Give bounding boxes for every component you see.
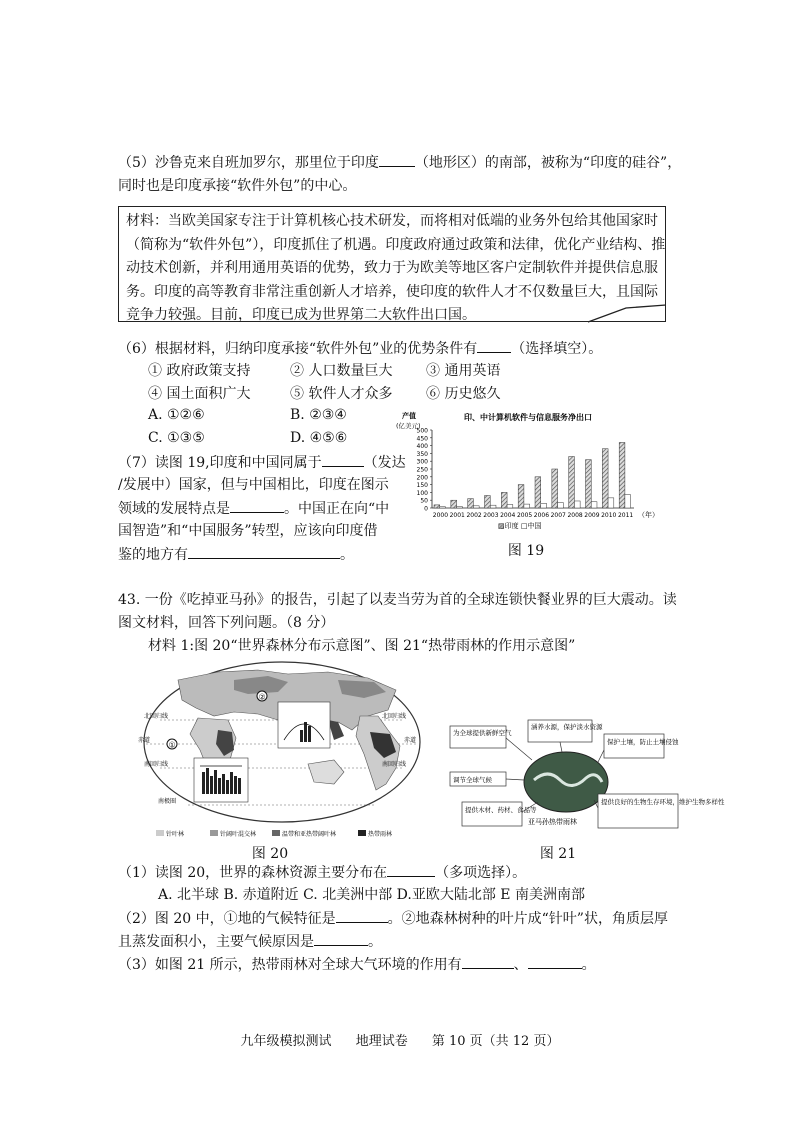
bar-china <box>490 505 496 508</box>
chart-legend: ▨印度 □中国 <box>498 522 542 530</box>
x-tick-label: 2009 <box>584 512 600 519</box>
q43-p1 <box>118 862 526 883</box>
q43-text: 且蒸发面积小，主要气候原因是 <box>118 934 314 950</box>
x-axis-unit: （年） <box>638 511 659 519</box>
q7-line-2: /发展中）国家，但与中国相比，印度在图示 <box>118 477 389 493</box>
bar-china <box>473 506 479 508</box>
q5-line-1 <box>118 152 681 173</box>
q43-p3 <box>118 954 596 975</box>
x-tick-label: 2010 <box>601 512 617 519</box>
bar-india <box>451 500 457 508</box>
q7-text: 。中国正在向“中 <box>284 501 390 517</box>
q43-p1-options: A. 北半球 B. 赤道附近 C. 北美洲中部 D.亚欧大陆北部 E 南美洲南部 <box>158 887 585 903</box>
q6-item: ⑤ 软件人才众多 <box>290 386 393 402</box>
q5-line-2: 同时也是印度承接“软件外包”的中心。 <box>118 178 357 194</box>
q43-text: 。②地森林树种的叶片成“针叶”状，角质层厚 <box>387 911 668 927</box>
world-forest-map <box>138 660 426 842</box>
bar-china <box>440 507 446 508</box>
x-tick-label: 2005 <box>516 512 533 519</box>
map-marker-2: ② <box>258 692 266 702</box>
q43-text: 。 <box>368 934 382 950</box>
bar-china <box>457 506 463 508</box>
y-tick-label: 300 <box>416 458 428 466</box>
x-tick-label: 2004 <box>500 512 516 519</box>
material-text: 材料：当欧美国家专注于计算机核心技术研发，而将相对低端的业务外包给其他国家时（简称为“软件外包”），印度抓住了机遇。印度政府通过政策和法律，优化产业结构、推动技术创新，并利用通用英语的优势，致力于为欧美等地区客户定制软件并提供信息服务。印度的高等教育非常注重创新人才培养，使印度的软件人才不仅数量巨大，且国际竞争力较强。目前，印度已成为世界第二大软件出口国。 <box>126 213 666 323</box>
legend-label: 热带雨林 <box>368 831 393 838</box>
bar-india <box>468 499 474 508</box>
y-tick-label: 400 <box>416 443 428 451</box>
answer-blank[interactable] <box>322 452 364 467</box>
x-tick-label: 2007 <box>550 512 566 519</box>
map-marker-1: ① <box>168 740 176 750</box>
footer-page: 第 10 页（共 12 页） <box>431 1034 560 1049</box>
q43-text: 。 <box>581 957 596 973</box>
bar-india <box>535 477 541 508</box>
y-tick-label: 450 <box>416 435 428 443</box>
q43-p2 <box>118 908 668 929</box>
q6-item: ① 政府政策支持 <box>148 363 251 379</box>
y-tick-label: 150 <box>416 482 428 490</box>
answer-blank[interactable] <box>387 862 435 877</box>
answer-blank[interactable] <box>314 931 368 946</box>
fig20-caption: 图 20 <box>251 846 289 862</box>
q43-p2-cont <box>118 931 382 952</box>
lat-label: 南回归线 <box>382 761 407 768</box>
lat-label: 南回归线 <box>144 761 169 768</box>
bar-china <box>608 498 614 508</box>
q7-text: 领域的发展特点是 <box>118 501 230 517</box>
footer-grade: 九年级模拟测试 <box>240 1034 332 1049</box>
q6-item: ③ 通用英语 <box>426 363 501 379</box>
bar-china <box>541 503 547 508</box>
y-axis-unit: (亿美元) <box>396 422 421 430</box>
q6-choice-a[interactable]: A. ①②⑥ <box>148 407 205 423</box>
lat-label: 赤道 <box>404 737 417 744</box>
lat-label: 北回归线 <box>144 713 169 720</box>
center-label: 亚马孙热带雨林 <box>528 818 577 826</box>
fig19-caption: 图 19 <box>507 543 545 559</box>
bar-china <box>591 502 597 508</box>
q7-line-1 <box>118 452 406 473</box>
lat-label: 赤道 <box>138 737 151 744</box>
q6-item: ② 人口数量巨大 <box>290 363 393 379</box>
bar-india <box>586 460 592 508</box>
effect-box: 为全球提供新鲜空气 <box>453 729 512 737</box>
q7-text: （发达 <box>363 455 406 471</box>
x-tick-label: 2000 <box>432 512 449 519</box>
lat-label: 北回归线 <box>382 713 407 720</box>
x-tick-label: 2008 <box>567 512 583 519</box>
y-tick-label: 500 <box>416 427 428 435</box>
q7-text: （7）读图 19,印度和中国同属于 <box>118 455 322 471</box>
x-tick-label: 2003 <box>483 512 499 519</box>
effect-box: 涵养水源，保护淡水资源 <box>531 723 603 731</box>
y-tick-label: 50 <box>420 497 428 505</box>
bar-china <box>524 504 530 508</box>
q6-choice-b[interactable]: B. ②③④ <box>290 407 347 423</box>
y-axis-label: 产值 <box>402 412 416 420</box>
answer-blank[interactable] <box>528 954 582 969</box>
chart-title: 印、中计算机软件与信息服务净出口 <box>464 413 592 422</box>
q43-text: 、 <box>513 957 528 973</box>
q6-choice-d[interactable]: D. ④⑤⑥ <box>290 430 348 446</box>
q5-text: （地形区）的南部，被称为“印度的硅谷”， <box>414 155 682 171</box>
q43-material-1: 材料 1:图 20“世界森林分布示意图”、图 21“热带雨林的作用示意图” <box>148 638 576 654</box>
rainforest-diagram <box>448 720 725 838</box>
y-tick-label: 350 <box>416 450 428 458</box>
q6-item: ④ 国土面积广大 <box>148 386 251 402</box>
q43-text: （多项选择）。 <box>435 865 527 881</box>
y-tick-label: 100 <box>416 489 428 497</box>
bar-india <box>552 469 558 508</box>
effect-box: 保护土壤，防止土壤侵蚀 <box>607 738 679 746</box>
x-tick-label: 2001 <box>449 512 465 519</box>
bar-india <box>434 505 440 508</box>
answer-blank[interactable] <box>336 908 388 923</box>
footer-subject: 地理试卷 <box>355 1034 408 1049</box>
q6-question <box>118 338 602 359</box>
bar-india <box>518 485 524 508</box>
bar-india <box>501 492 507 508</box>
q43-intro-1: 43. 一份《吃掉亚马孙》的报告，引起了以麦当劳为首的全球连锁快餐业界的巨大震动。读 <box>118 592 677 608</box>
effect-box: 调节全球气候 <box>453 776 492 784</box>
x-tick-label: 2006 <box>533 512 550 519</box>
bar-india <box>569 457 575 508</box>
answer-blank[interactable] <box>379 152 415 167</box>
bar-china <box>625 495 631 508</box>
q6-item: ⑥ 历史悠久 <box>426 386 501 402</box>
q7-text: 。 <box>340 547 354 563</box>
q43-text: （2）图 20 中，①地的气候特征是 <box>118 911 336 927</box>
bar-chart-fig19 <box>396 408 676 536</box>
q7-line-5 <box>118 544 354 565</box>
legend-label: 针阔叶混交林 <box>220 831 257 838</box>
legend-label: 针叶林 <box>166 831 185 838</box>
bar-china <box>507 505 513 508</box>
bar-india <box>485 496 491 508</box>
q43-intro-2: 图文材料，回答下列问题。（8 分） <box>118 615 335 631</box>
x-tick-label: 2011 <box>617 512 634 519</box>
lat-label: 南极圈 <box>158 798 177 805</box>
y-tick-label: 0 <box>424 505 428 513</box>
q5-text: （5）沙鲁克来自班加罗尔，那里位于印度 <box>118 155 379 171</box>
q7-line-3 <box>118 498 389 519</box>
answer-blank[interactable] <box>230 498 284 513</box>
effect-box: 提供木材、药材、食品等 <box>465 806 537 814</box>
q6-choice-c[interactable]: C. ①③⑤ <box>148 430 205 446</box>
q43-text: （3）如图 21 所示，热带雨林对全球大气环境的作用有 <box>118 957 462 973</box>
bar-india <box>602 449 608 508</box>
q43-text: （1）读图 20，世界的森林资源主要分布在 <box>118 865 388 881</box>
q7-line-4: 国智造”和“中国服务”转型，应该向印度借 <box>118 523 378 539</box>
legend-label: 温带和亚热带阔叶林 <box>282 831 337 838</box>
y-tick-label: 250 <box>416 466 428 474</box>
x-tick-label: 2002 <box>466 512 482 519</box>
q6-text: （6）根据材料，归纳印度承接“软件外包”业的优势条件有 <box>118 341 478 357</box>
bar-india <box>619 442 625 508</box>
answer-blank[interactable] <box>188 544 340 559</box>
page-footer <box>0 1030 800 1049</box>
q7-text: 鉴的地方有 <box>118 547 188 563</box>
answer-blank[interactable] <box>462 954 514 969</box>
bar-china <box>574 501 580 508</box>
y-tick-label: 200 <box>416 474 428 482</box>
bar-china <box>558 503 564 508</box>
q6-text: （选择填空）。 <box>511 341 603 357</box>
fig21-caption: 图 21 <box>539 846 577 862</box>
answer-blank[interactable] <box>477 338 511 353</box>
effect-box: 提供良好的生物生存环境，维护生物多样性 <box>601 798 725 806</box>
